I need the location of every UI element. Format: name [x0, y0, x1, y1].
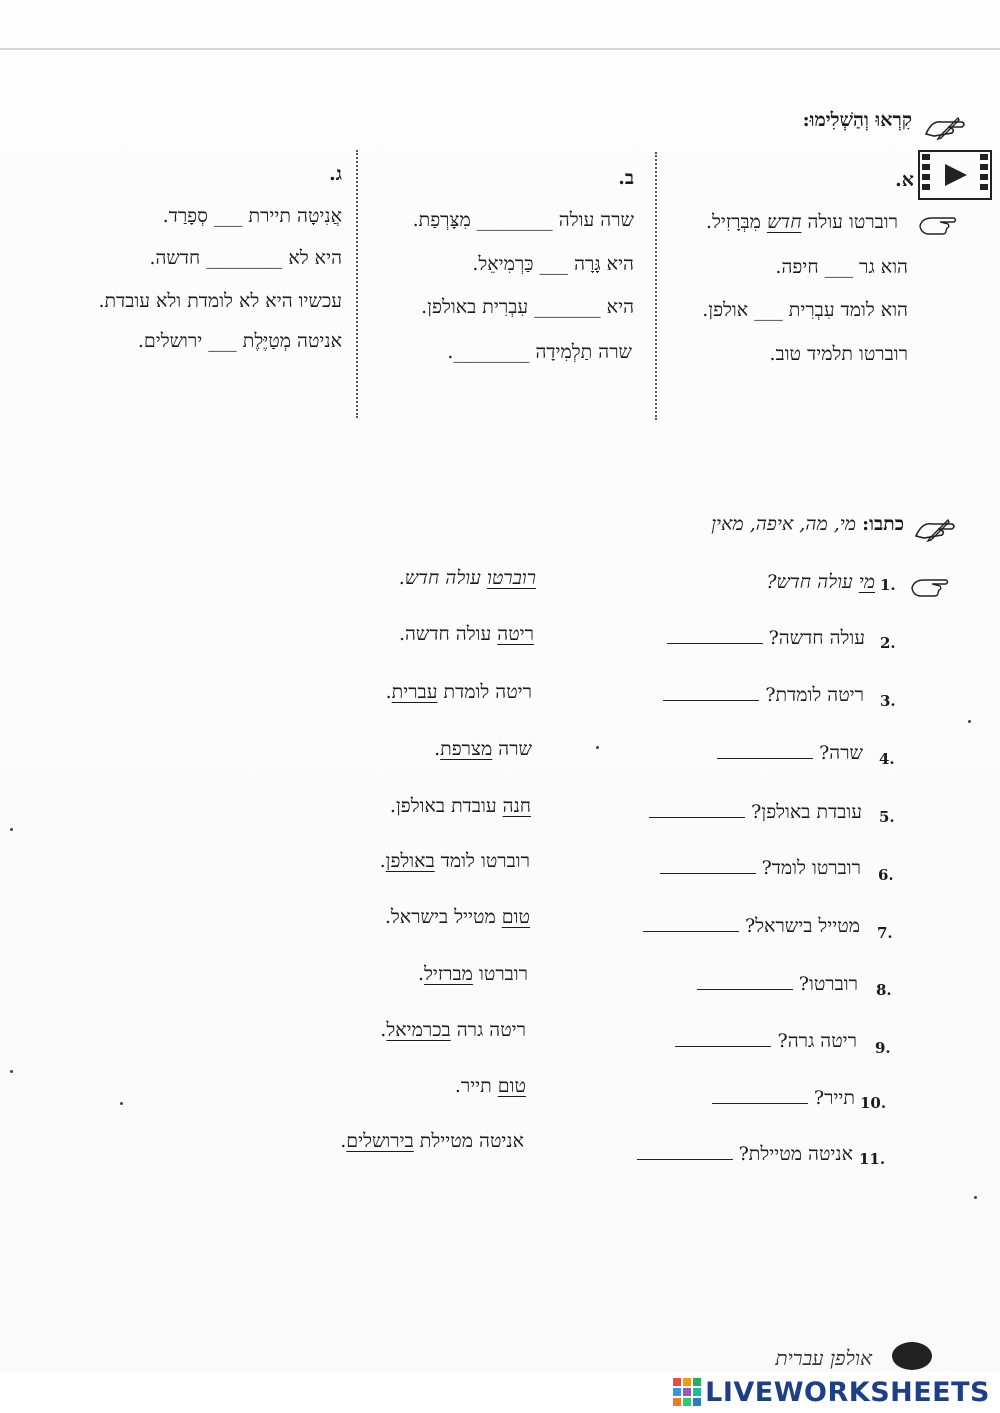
writing-hand-icon	[922, 112, 968, 142]
logo-square	[673, 1398, 681, 1406]
column-a-line-4: רוברטו תלמיד טוב.	[769, 343, 908, 365]
answer-blank[interactable]	[663, 698, 759, 701]
logo-text: LIVEWORKSHEETS	[705, 1376, 990, 1408]
question-number: 3.	[880, 692, 896, 710]
scan-speck	[120, 1102, 123, 1105]
answer-blank[interactable]	[712, 1101, 808, 1104]
answer-1: רוברטו עולה חדש.	[398, 567, 536, 589]
question-number: 11.	[859, 1150, 886, 1168]
logo-square	[683, 1378, 691, 1386]
answer-7: טום מטייל בישראל.	[384, 906, 530, 928]
question-number: 6.	[878, 866, 894, 884]
logo-square	[693, 1388, 701, 1396]
question-8-text: רוברטו?	[697, 972, 858, 996]
answer-blank[interactable]	[643, 929, 739, 932]
question-number: 4.	[879, 750, 895, 768]
answer-5: חנה עובדת באולפן.	[389, 795, 531, 817]
handwritten-answer: חדש	[766, 211, 802, 233]
answer-blank[interactable]	[667, 641, 763, 644]
question-number: 1.	[880, 576, 896, 594]
logo-square	[673, 1388, 681, 1396]
question-1-answer: מי	[858, 571, 875, 593]
page-number-badge	[892, 1342, 932, 1370]
column-b-line-2: היא גָּרָה ___ כַּרְמִיאֵל.	[472, 253, 634, 275]
column-divider-2	[356, 150, 358, 418]
column-c-line-3: עכשיו היא לא לומדת ולא עובדת.	[98, 290, 342, 312]
scan-speck	[974, 1196, 977, 1199]
scan-speck	[596, 746, 599, 749]
answer-6: רוברטו לומד באולפן.	[379, 850, 530, 872]
answer-11: אניטה מטיילת בירושלים.	[340, 1130, 524, 1152]
question-11-text: אניטה מטיילת?	[637, 1142, 853, 1166]
question-5-text: עובדת באולפן?	[649, 800, 862, 824]
column-a-line-3: הוא לומד עִבְרִית ___ אולפן.	[702, 299, 908, 321]
logo-square	[683, 1388, 691, 1396]
answer-3: ריטה לומדת עברית.	[385, 681, 532, 703]
answer-8: רוברטו מברזיל.	[417, 963, 528, 985]
book-title: אולפן עברית	[775, 1346, 872, 1370]
column-b-line-4: שרה תַלְמִידָה ________.	[447, 341, 632, 363]
video-play-icon	[918, 150, 992, 200]
column-c-line-1: אֲנִיטָה תיירת ___ סְפָרַד.	[162, 205, 342, 227]
answer-blank[interactable]	[660, 871, 756, 874]
pointing-hand-icon	[918, 212, 958, 238]
column-b-label: ב.	[618, 167, 634, 189]
column-a-line-2: הוא גר ___ חיפה.	[775, 256, 908, 278]
question-number: 7.	[877, 924, 893, 942]
column-c-line-2: היא לא ________ חדשה.	[149, 247, 342, 269]
column-a-line-1: רוברטו עולה חדש מִבְּרָזִיל.	[705, 211, 898, 233]
column-divider-1	[655, 152, 657, 420]
exercise2-hint: מי, מה, איפה, מאין	[711, 513, 857, 535]
answer-blank[interactable]	[717, 756, 813, 759]
liveworksheets-logo	[673, 1376, 990, 1408]
answer-blank[interactable]	[637, 1157, 733, 1160]
column-a-label: א.	[895, 169, 914, 191]
question-2-text: עולה חדשה?	[667, 626, 865, 650]
writing-hand-icon	[912, 514, 958, 544]
column-c-label: ג.	[329, 163, 342, 185]
question-number: 10.	[860, 1094, 887, 1112]
exercise2-title-label: כתבו:	[862, 513, 904, 535]
logo-square	[693, 1378, 701, 1386]
answer-9: ריטה גרה בכרמיאל.	[380, 1019, 526, 1041]
pointing-hand-icon	[910, 574, 950, 600]
scan-speck	[968, 720, 971, 723]
scan-speck	[10, 828, 13, 831]
logo-square	[693, 1398, 701, 1406]
answer-blank[interactable]	[697, 987, 793, 990]
question-10-text: תייר?	[712, 1086, 855, 1110]
question-number: 9.	[875, 1039, 891, 1057]
column-b-line-1: שרה עולה ________ מִצָּרְפַת.	[412, 209, 634, 231]
exercise2-title	[711, 512, 904, 536]
question-3-text: ריטה לומדת?	[663, 683, 864, 707]
question-number: 8.	[876, 981, 892, 999]
question-7-text: מטייל בישראל?	[643, 914, 860, 938]
answer-4: שרה מצרפת.	[434, 738, 532, 760]
question-number: 2.	[880, 634, 896, 652]
question-6-text: רוברטו לומד?	[660, 856, 861, 880]
answer-2: ריטה עולה חדשה.	[398, 623, 534, 645]
question-4-text: שרה?	[717, 741, 863, 765]
page-top-edge	[0, 48, 1000, 50]
exercise1-title: קִרְאוּ וְהַשְׁלִימוּ:	[802, 109, 912, 131]
logo-square	[673, 1378, 681, 1386]
question-1-text: מי עולה חדש?	[766, 571, 875, 593]
logo-square	[683, 1398, 691, 1406]
answer-blank[interactable]	[649, 815, 745, 818]
answer-blank[interactable]	[675, 1044, 771, 1047]
answer-10: טום תייר.	[454, 1075, 526, 1097]
scan-speck	[10, 1070, 13, 1073]
question-9-text: ריטה גרה?	[675, 1029, 857, 1053]
column-b-line-3: היא _______ עִבְרִית באולפן.	[421, 296, 634, 318]
column-c-line-4: אניטה מְטַיֶּלֶת ___ ירושלים.	[137, 330, 342, 352]
question-number: 5.	[879, 808, 895, 826]
logo-squares-icon	[673, 1378, 701, 1406]
